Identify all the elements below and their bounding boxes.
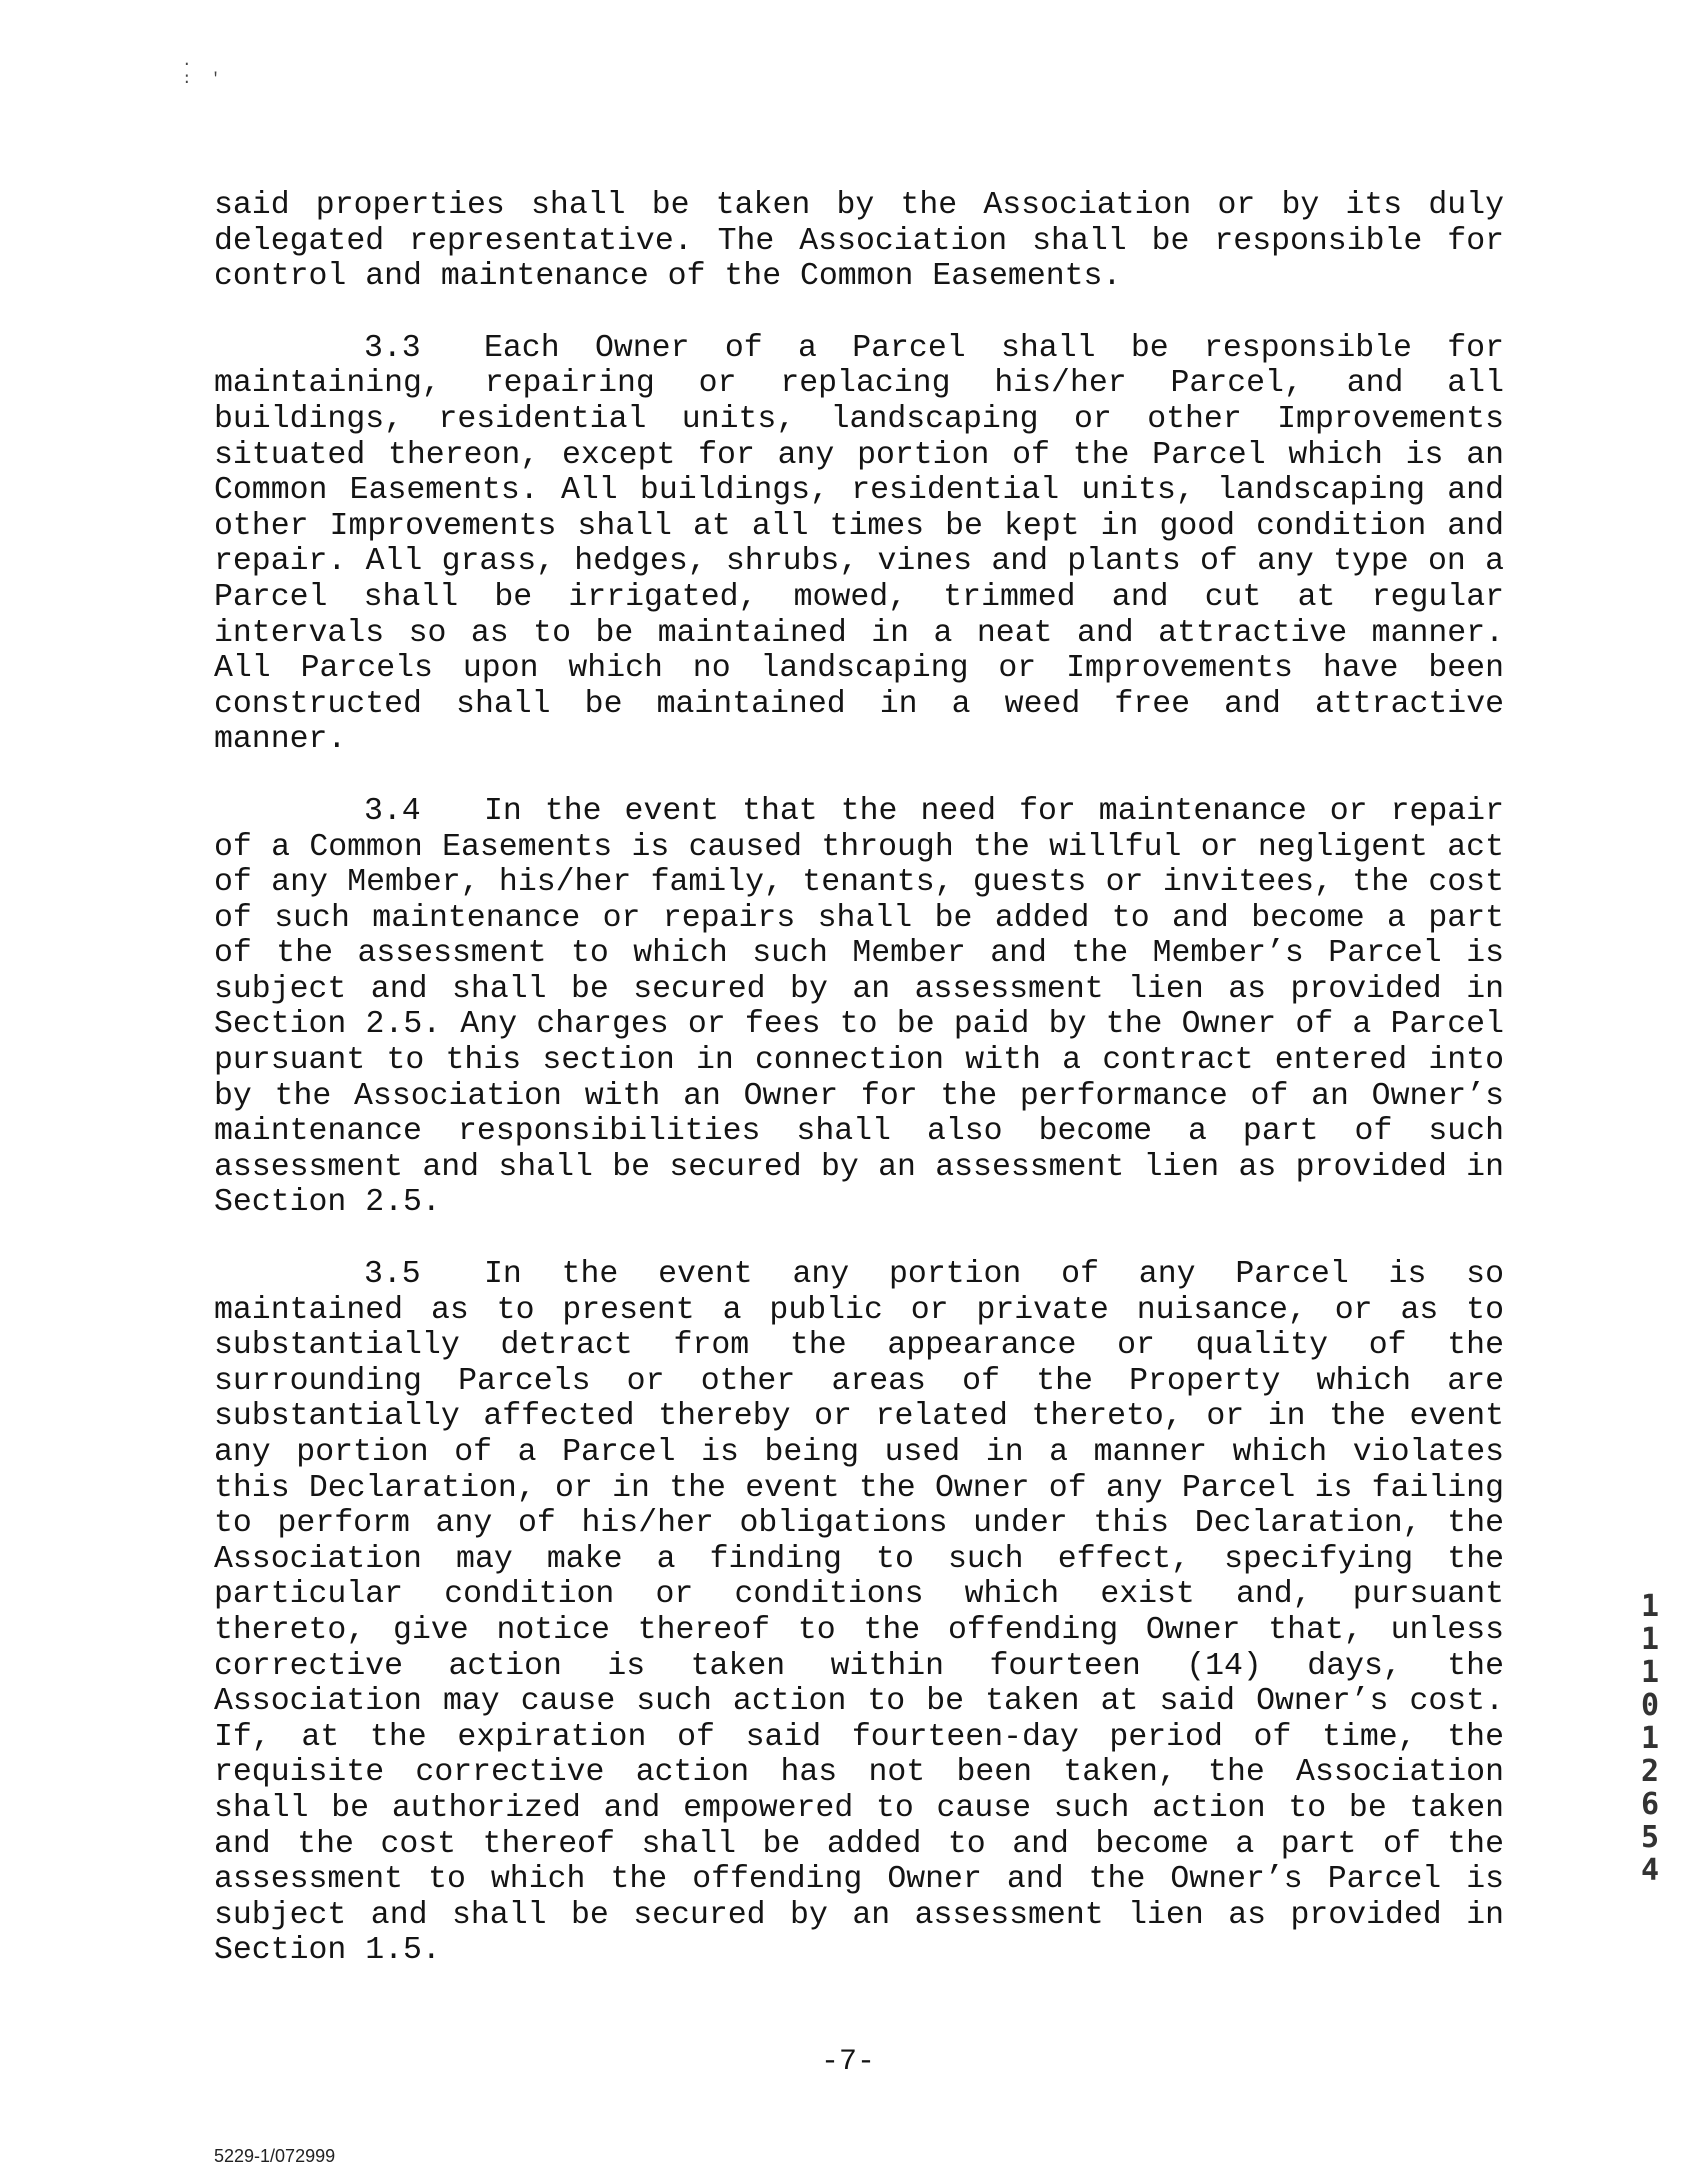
page-number: -7- xyxy=(820,2045,875,2079)
scan-marks: . : ' xyxy=(182,52,221,88)
section-number: 3.5 xyxy=(364,1257,421,1293)
section-number: 3.4 xyxy=(364,793,421,829)
paragraph-text: said properties shall be taken by the Association or by its duly delegated representative. The Association shall be responsible for control and maintenance of the Common Easements. xyxy=(214,188,1504,295)
stamp-digit: 0 xyxy=(1640,1688,1660,1723)
stamp-digit: 4 xyxy=(1640,1853,1660,1888)
paragraph-text: In the event that the need for maintenance or repair of a Common Easements is caused through the willful or negligent act of any Member, his/her family, tenants, guests or invitees, the cost of such maintenance or repairs shall be added to and become a part of the assessment to which such Member and the Member’s Parcel is subject and shall be secured by an assessment lien as provided in Section 2.5. Any charges or fees to be paid by the Owner of a Parcel pursuant to this section in connection with a contract entered into by the Association with an Owner for the performance of an Owner’s maintenance responsibilities shall also become a part of such assessment and shall be secured by an assessment lien as provided in Section 2.5. xyxy=(214,793,1504,1221)
stamp-digit: 1 xyxy=(1640,1655,1660,1690)
stamp-digit: 6 xyxy=(1640,1787,1660,1822)
paragraph-3-4 xyxy=(214,794,1504,1221)
paragraph-text: In the event any portion of any Parcel is so maintained as to present a public or private nuisance, or as to substantially detract from the appearance or quality of the surrounding Parcels or other areas of the Property which are substantially affected thereby or related thereto, or in the event any portion of a Parcel is being used in a manner which violates this Declaration, or in the event the Owner of any Parcel is failing to perform any of his/her obligations under this Declaration, the Association may make a finding to such effect, specifying the particular condition or conditions which exist and, pursuant thereto, give notice thereof to the offending Owner that, unless corrective action is taken within fourteen (14) days, the Association may cause such action to be taken at said Owner’s cost. If, at the expiration of said fourteen-day period of time, the requisite corrective action has not been taken, the Association shall be authorized and empowered to cause such action to be taken and the cost thereof shall be added to and become a part of the assessment to which the offending Owner and the Owner’s Parcel is subject and shall be secured by an assessment lien as provided in Section 1.5. xyxy=(214,1257,1504,1969)
paragraph-3-3 xyxy=(214,331,1504,758)
paragraph-3-5 xyxy=(214,1257,1504,1969)
recording-number-stamp xyxy=(1630,1590,1670,1887)
stamp-digit: 1 xyxy=(1640,1589,1660,1624)
stamp-digit: 1 xyxy=(1640,1721,1660,1756)
section-number: 3.3 xyxy=(364,330,421,366)
paragraph-continuation xyxy=(214,188,1504,295)
document-body xyxy=(214,188,1504,2005)
document-code: 5229-1/072999 xyxy=(214,2146,336,2166)
stamp-digit: 5 xyxy=(1640,1820,1660,1855)
paragraph-text: Each Owner of a Parcel shall be responsible for maintaining, repairing or replacing his/her Parcel, and all buildings, residential units, landscaping or other Improvements situated thereon, except for any portion of the Parcel which is an Common Easements. All buildings, residential units, landscaping and other Improvements shall at all times be kept in good condition and repair. All grass, hedges, shrubs, vines and plants of any type on a Parcel shall be irrigated, mowed, trimmed and cut at regular intervals so as to be maintained in a neat and attractive manner. All Parcels upon which no landscaping or Improvements have been constructed shall be maintained in a weed free and attractive manner. xyxy=(214,330,1504,758)
stamp-digit: 1 xyxy=(1640,1622,1660,1657)
stamp-digit: 2 xyxy=(1640,1754,1660,1789)
